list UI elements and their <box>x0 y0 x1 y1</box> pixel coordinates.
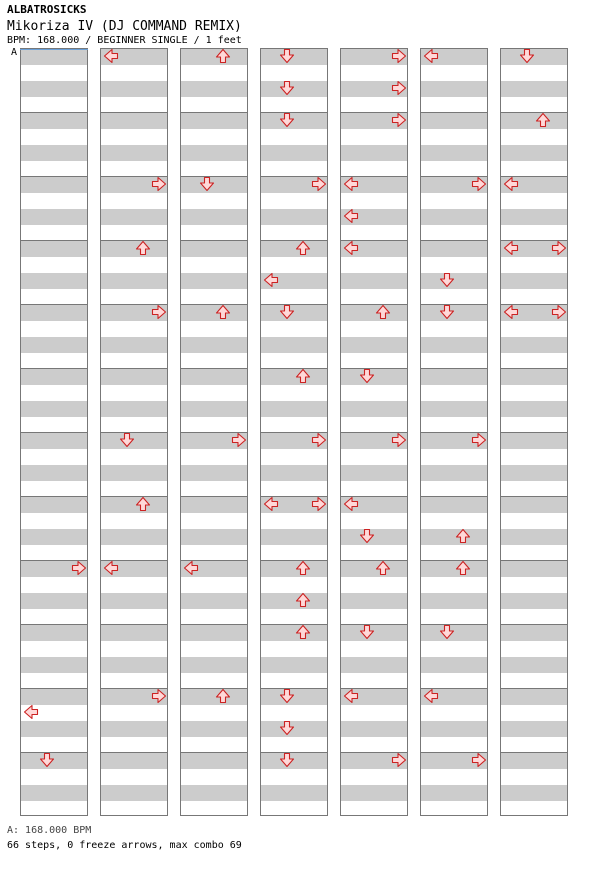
chart-column-7 <box>500 48 568 816</box>
right-arrow-icon <box>71 560 87 576</box>
left-arrow-icon <box>343 176 359 192</box>
down-arrow-icon <box>279 80 295 96</box>
measure-line <box>421 112 487 113</box>
right-arrow-icon <box>311 496 327 512</box>
right-arrow-icon <box>471 432 487 448</box>
down-arrow-icon <box>279 688 295 704</box>
down-arrow-icon <box>519 48 535 64</box>
right-arrow-icon <box>391 752 407 768</box>
measure-line <box>21 304 87 305</box>
measure-line <box>261 368 327 369</box>
measure-line <box>421 368 487 369</box>
footer-stats: 66 steps, 0 freeze arrows, max combo 69 <box>7 840 242 851</box>
left-arrow-icon <box>343 688 359 704</box>
up-arrow-icon <box>375 560 391 576</box>
chart-column-3 <box>180 48 248 816</box>
bpm-marker-line <box>20 49 88 50</box>
right-arrow-icon <box>391 48 407 64</box>
measure-line <box>101 112 167 113</box>
left-arrow-icon <box>183 560 199 576</box>
up-arrow-icon <box>215 48 231 64</box>
left-arrow-icon <box>503 304 519 320</box>
left-arrow-icon <box>103 560 119 576</box>
measure-line <box>181 112 247 113</box>
up-arrow-icon <box>295 624 311 640</box>
chart-column-4 <box>260 48 328 816</box>
measure-line <box>341 560 407 561</box>
measure-line <box>501 496 567 497</box>
right-arrow-icon <box>391 80 407 96</box>
measure-line <box>181 752 247 753</box>
down-arrow-icon <box>39 752 55 768</box>
left-arrow-icon <box>263 272 279 288</box>
measure-line <box>181 368 247 369</box>
up-arrow-icon <box>455 560 471 576</box>
down-arrow-icon <box>279 304 295 320</box>
down-arrow-icon <box>359 528 375 544</box>
down-arrow-icon <box>199 176 215 192</box>
down-arrow-icon <box>439 624 455 640</box>
right-arrow-icon <box>551 240 567 256</box>
left-arrow-icon <box>103 48 119 64</box>
down-arrow-icon <box>439 272 455 288</box>
song-title: Mikoriza IV (DJ COMMAND REMIX) <box>7 19 242 34</box>
down-arrow-icon <box>279 720 295 736</box>
chart-column-1 <box>20 48 88 816</box>
up-arrow-icon <box>295 368 311 384</box>
measure-line <box>21 688 87 689</box>
measure-line <box>261 560 327 561</box>
measure-line <box>21 496 87 497</box>
left-arrow-icon <box>23 704 39 720</box>
measure-line <box>101 240 167 241</box>
left-arrow-icon <box>263 496 279 512</box>
up-arrow-icon <box>295 560 311 576</box>
up-arrow-icon <box>135 240 151 256</box>
chart-column-6 <box>420 48 488 816</box>
measure-line <box>181 240 247 241</box>
measure-line <box>101 752 167 753</box>
measure-line <box>421 560 487 561</box>
measure-line <box>501 560 567 561</box>
right-arrow-icon <box>151 304 167 320</box>
right-arrow-icon <box>471 752 487 768</box>
left-arrow-icon <box>343 208 359 224</box>
measure-line <box>501 688 567 689</box>
up-arrow-icon <box>295 592 311 608</box>
right-arrow-icon <box>551 304 567 320</box>
down-arrow-icon <box>279 752 295 768</box>
down-arrow-icon <box>279 112 295 128</box>
measure-line <box>101 496 167 497</box>
measure-line <box>421 496 487 497</box>
measure-line <box>21 240 87 241</box>
down-arrow-icon <box>439 304 455 320</box>
left-arrow-icon <box>423 48 439 64</box>
footer-bpm: A: 168.000 BPM <box>7 825 92 836</box>
song-artist: ALBATROSICKS <box>7 3 87 16</box>
measure-line <box>501 432 567 433</box>
right-arrow-icon <box>311 432 327 448</box>
right-arrow-icon <box>311 176 327 192</box>
measure-line <box>101 624 167 625</box>
chart-column-2 <box>100 48 168 816</box>
left-arrow-icon <box>343 240 359 256</box>
up-arrow-icon <box>455 528 471 544</box>
down-arrow-icon <box>279 48 295 64</box>
measure-line <box>21 624 87 625</box>
measure-line <box>101 368 167 369</box>
up-arrow-icon <box>215 304 231 320</box>
right-arrow-icon <box>151 176 167 192</box>
down-arrow-icon <box>359 624 375 640</box>
left-arrow-icon <box>423 688 439 704</box>
bpm-marker-label: A <box>11 47 18 58</box>
measure-line <box>181 496 247 497</box>
down-arrow-icon <box>119 432 135 448</box>
chart-column-5 <box>340 48 408 816</box>
left-arrow-icon <box>503 176 519 192</box>
up-arrow-icon <box>375 304 391 320</box>
down-arrow-icon <box>359 368 375 384</box>
right-arrow-icon <box>391 112 407 128</box>
measure-line <box>421 240 487 241</box>
right-arrow-icon <box>471 176 487 192</box>
left-arrow-icon <box>503 240 519 256</box>
measure-line <box>501 624 567 625</box>
measure-line <box>501 112 567 113</box>
measure-line <box>261 240 327 241</box>
measure-line <box>21 176 87 177</box>
left-arrow-icon <box>343 496 359 512</box>
measure-line <box>261 624 327 625</box>
up-arrow-icon <box>535 112 551 128</box>
measure-line <box>181 624 247 625</box>
up-arrow-icon <box>215 688 231 704</box>
right-arrow-icon <box>151 688 167 704</box>
measure-line <box>21 368 87 369</box>
right-arrow-icon <box>391 432 407 448</box>
measure-line <box>501 368 567 369</box>
chart-info: BPM: 168.000 / BEGINNER SINGLE / 1 feet <box>7 35 242 46</box>
measure-line <box>181 688 247 689</box>
measure-line <box>181 304 247 305</box>
up-arrow-icon <box>135 496 151 512</box>
right-arrow-icon <box>231 432 247 448</box>
measure-line <box>21 432 87 433</box>
measure-line <box>341 304 407 305</box>
up-arrow-icon <box>295 240 311 256</box>
measure-line <box>21 112 87 113</box>
measure-line <box>501 752 567 753</box>
